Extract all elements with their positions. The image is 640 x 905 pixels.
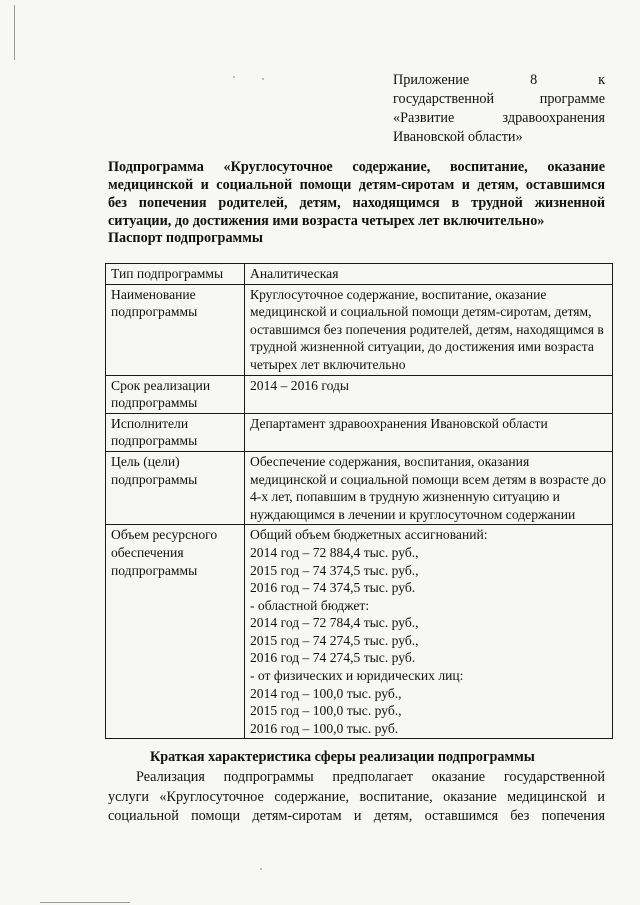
type-label: Тип подпрограммы xyxy=(106,264,245,285)
funding-line: 2016 год – 74 274,5 тыс. руб. xyxy=(250,650,416,666)
funding-line: 2015 год – 74 374,5 тыс. руб., xyxy=(250,562,419,578)
goal-label: Цель (цели) подпрограммы xyxy=(106,451,245,524)
scan-margin-mark xyxy=(14,5,15,60)
table-row xyxy=(106,284,613,375)
funding-line: 2015 год – 74 274,5 тыс. руб., xyxy=(250,632,419,648)
appendix-number: 8 xyxy=(530,72,538,88)
passport-heading: Паспорт подпрограммы xyxy=(108,230,263,246)
title-line: без попечения родителей, детям, находящимся в трудной жизненной xyxy=(108,195,605,211)
paragraph-line: социальной помощи детям-сиротам и детям, оставшимся без попечения xyxy=(108,808,605,824)
name-value: Круглосуточное содержание, воспитание, оказание медицинской и социальной помощи детям-сиротам, детям, оставшимся без попечения родителей, детям, находящимся в трудной жизненной ситуации, до достижения ими возраста четырех лет включительно xyxy=(245,284,613,375)
table-row xyxy=(106,525,613,739)
appendix-health: здравоохранения xyxy=(502,110,605,126)
executors-label: Исполнители подпрограммы xyxy=(106,413,245,451)
appendix-program: программе xyxy=(539,91,605,107)
funding-line: 2014 год – 72 884,4 тыс. руб., xyxy=(250,544,419,560)
appendix-development: «Развитие xyxy=(393,110,455,126)
name-label: Наименование подпрограммы xyxy=(106,284,245,375)
paragraph-line: Реализация подпрограммы предполагает оказание государственной xyxy=(136,769,605,785)
term-value: 2014 – 2016 годы xyxy=(245,375,613,413)
scan-speck xyxy=(233,76,235,78)
funding-line: 2014 год – 72 784,4 тыс. руб., xyxy=(250,615,419,631)
type-value: Аналитическая xyxy=(245,264,613,285)
title-line: медицинской и социальной помощи детям-сиротам и детям, оставшимся xyxy=(108,177,605,193)
title-line: Подпрограмма «Круглосуточное содержание, воспитание, оказание xyxy=(108,159,605,175)
term-label: Срок реализации подпрограммы xyxy=(106,375,245,413)
funding-line: - от физических и юридических лиц: xyxy=(250,668,464,684)
appendix-state: государственной xyxy=(393,91,495,107)
title-line: ситуации, до достижения ими возраста четырех лет включительно» xyxy=(108,213,545,229)
funding-label: Объем ресурсного обеспечения подпрограммы xyxy=(106,525,245,739)
goal-value: Обеспечение содержания, воспитания, оказания медицинской и социальной помощи всем детям в возрасте до 4-х лет, попавшим в трудную жизненную ситуацию и нуждающимся в лечении и круглосуточном содержании xyxy=(245,451,613,524)
funding-line: 2016 год – 74 374,5 тыс. руб. xyxy=(250,580,416,596)
passport-table xyxy=(105,263,613,739)
subprogram-title xyxy=(108,158,605,230)
scan-speck xyxy=(262,78,264,80)
scan-speck xyxy=(260,868,262,870)
funding-value xyxy=(245,525,613,739)
appendix-word: Приложение xyxy=(393,72,470,88)
funding-line: 2016 год – 100,0 тыс. руб. xyxy=(250,720,399,736)
appendix-region: Ивановской области» xyxy=(393,129,523,145)
funding-line: 2014 год – 100,0 тыс. руб., xyxy=(250,685,402,701)
funding-line: - областной бюджет: xyxy=(250,597,370,613)
table-row xyxy=(106,375,613,413)
table-row xyxy=(106,264,613,285)
section-heading: Краткая характеристика сферы реализации подпрограммы xyxy=(150,749,535,765)
table-row xyxy=(106,451,613,524)
section-paragraph xyxy=(108,768,605,827)
paragraph-line: услуги «Круглосуточное содержание, воспитание, оказание медицинской и xyxy=(108,788,605,805)
funding-line: 2015 год – 100,0 тыс. руб., xyxy=(250,703,402,719)
funding-line: Общий объем бюджетных ассигнований: xyxy=(250,527,488,543)
scan-bottom-mark xyxy=(40,902,130,903)
executors-value: Департамент здравоохранения Ивановской области xyxy=(245,413,613,451)
appendix-to: к xyxy=(598,72,605,88)
appendix-block xyxy=(393,71,605,147)
table-row xyxy=(106,413,613,451)
